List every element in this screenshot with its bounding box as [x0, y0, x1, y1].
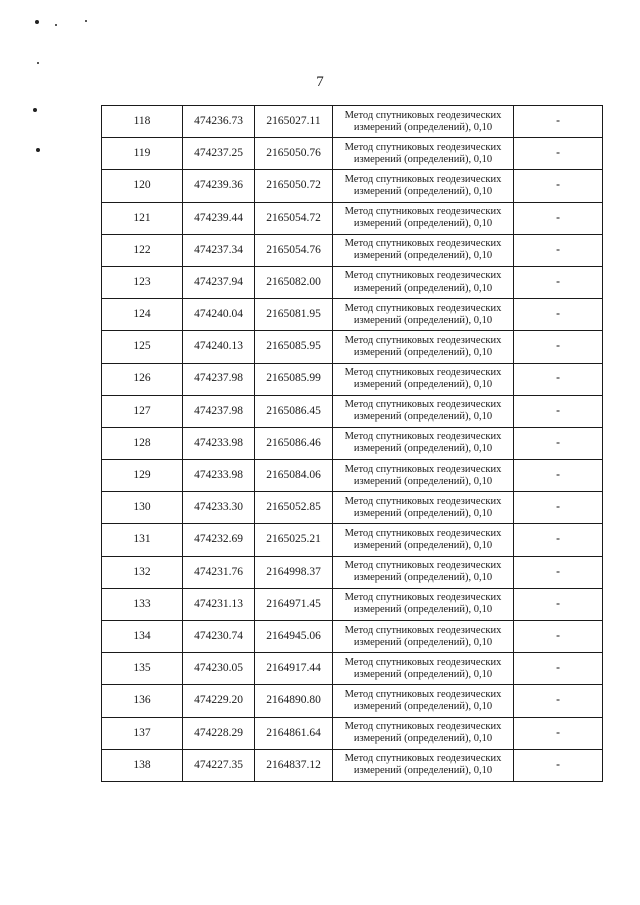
accuracy-cell: -: [514, 299, 603, 331]
method-line-1: Метод спутниковых геодезических: [344, 753, 502, 765]
method-line-1: Метод спутниковых геодезических: [344, 688, 502, 700]
point-number-cell: 138: [102, 749, 183, 781]
point-number-cell: 131: [102, 524, 183, 556]
method-line-1: Метод спутниковых геодезических: [344, 206, 502, 218]
method-line-2: измерений (определений), 0,10: [353, 250, 493, 262]
method-cell: [333, 363, 514, 395]
x-coordinate-cell: 474232.69: [183, 524, 255, 556]
x-coordinate-cell: 474239.36: [183, 170, 255, 202]
point-number-cell: 127: [102, 395, 183, 427]
point-number-cell: 136: [102, 685, 183, 717]
method-line-2: измерений (определений), 0,10: [353, 346, 493, 358]
x-coordinate-cell: 474230.05: [183, 653, 255, 685]
table-row: [102, 395, 603, 427]
method-cell: [333, 170, 514, 202]
y-coordinate-cell: 2165050.76: [255, 138, 333, 170]
method-line-2: измерений (определений), 0,10: [353, 572, 493, 584]
method-cell: [333, 138, 514, 170]
table-row: [102, 138, 603, 170]
point-number-cell: 124: [102, 299, 183, 331]
x-coordinate-cell: 474240.13: [183, 331, 255, 363]
scan-artifact: [36, 148, 40, 152]
accuracy-cell: -: [514, 331, 603, 363]
method-cell: [333, 234, 514, 266]
y-coordinate-cell: 2165086.45: [255, 395, 333, 427]
x-coordinate-cell: 474236.73: [183, 106, 255, 138]
method-line-1: Метод спутниковых геодезических: [344, 173, 502, 185]
accuracy-cell: -: [514, 138, 603, 170]
point-number-cell: 137: [102, 717, 183, 749]
method-line-2: измерений (определений), 0,10: [353, 282, 493, 294]
method-line-1: Метод спутниковых геодезических: [344, 302, 502, 314]
method-cell: [333, 202, 514, 234]
scan-artifact: [33, 108, 37, 112]
point-number-cell: 133: [102, 588, 183, 620]
y-coordinate-cell: 2164945.06: [255, 621, 333, 653]
method-line-2: измерений (определений), 0,10: [353, 379, 493, 391]
accuracy-cell: -: [514, 202, 603, 234]
y-coordinate-cell: 2165085.95: [255, 331, 333, 363]
x-coordinate-cell: 474228.29: [183, 717, 255, 749]
y-coordinate-cell: 2165054.72: [255, 202, 333, 234]
method-line-2: измерений (определений), 0,10: [353, 411, 493, 423]
method-cell: [333, 556, 514, 588]
point-number-cell: 121: [102, 202, 183, 234]
y-coordinate-cell: 2165027.11: [255, 106, 333, 138]
method-line-2: измерений (определений), 0,10: [353, 314, 493, 326]
accuracy-cell: -: [514, 363, 603, 395]
accuracy-cell: -: [514, 170, 603, 202]
x-coordinate-cell: 474237.98: [183, 395, 255, 427]
accuracy-cell: -: [514, 621, 603, 653]
x-coordinate-cell: 474237.25: [183, 138, 255, 170]
method-line-1: Метод спутниковых геодезических: [344, 560, 502, 572]
method-cell: [333, 717, 514, 749]
method-line-1: Метод спутниковых геодезических: [344, 334, 502, 346]
method-cell: [333, 588, 514, 620]
accuracy-cell: -: [514, 460, 603, 492]
table-row: [102, 588, 603, 620]
method-line-2: измерений (определений), 0,10: [353, 700, 493, 712]
table-row: [102, 106, 603, 138]
table-row: [102, 621, 603, 653]
table-row: [102, 266, 603, 298]
method-cell: [333, 427, 514, 459]
method-cell: [333, 299, 514, 331]
point-number-cell: 134: [102, 621, 183, 653]
y-coordinate-cell: 2164971.45: [255, 588, 333, 620]
method-line-1: Метод спутниковых геодезических: [344, 495, 502, 507]
table-row: [102, 202, 603, 234]
method-line-1: Метод спутниковых геодезических: [344, 656, 502, 668]
method-line-2: измерений (определений), 0,10: [353, 636, 493, 648]
accuracy-cell: -: [514, 427, 603, 459]
method-cell: [333, 621, 514, 653]
table-row: [102, 460, 603, 492]
table-row: [102, 556, 603, 588]
accuracy-cell: -: [514, 492, 603, 524]
table-row: [102, 427, 603, 459]
y-coordinate-cell: 2165084.06: [255, 460, 333, 492]
table-row: [102, 685, 603, 717]
accuracy-cell: -: [514, 266, 603, 298]
y-coordinate-cell: 2165086.46: [255, 427, 333, 459]
accuracy-cell: -: [514, 106, 603, 138]
method-cell: [333, 749, 514, 781]
method-cell: [333, 524, 514, 556]
x-coordinate-cell: 474233.30: [183, 492, 255, 524]
table-row: [102, 653, 603, 685]
method-cell: [333, 266, 514, 298]
accuracy-cell: -: [514, 556, 603, 588]
accuracy-cell: -: [514, 717, 603, 749]
method-line-1: Метод спутниковых геодезических: [344, 431, 502, 443]
accuracy-cell: -: [514, 653, 603, 685]
x-coordinate-cell: 474233.98: [183, 427, 255, 459]
accuracy-cell: -: [514, 685, 603, 717]
table-row: [102, 524, 603, 556]
point-number-cell: 130: [102, 492, 183, 524]
accuracy-cell: -: [514, 524, 603, 556]
table-row: [102, 299, 603, 331]
accuracy-cell: -: [514, 395, 603, 427]
x-coordinate-cell: 474231.13: [183, 588, 255, 620]
x-coordinate-cell: 474230.74: [183, 621, 255, 653]
x-coordinate-cell: 474233.98: [183, 460, 255, 492]
point-number-cell: 126: [102, 363, 183, 395]
coordinates-table-body: [102, 106, 603, 782]
method-line-1: Метод спутниковых геодезических: [344, 721, 502, 733]
scan-artifact: [55, 24, 57, 26]
method-line-1: Метод спутниковых геодезических: [344, 109, 502, 121]
method-cell: [333, 492, 514, 524]
method-line-2: измерений (определений), 0,10: [353, 218, 493, 230]
table-row: [102, 749, 603, 781]
point-number-cell: 118: [102, 106, 183, 138]
point-number-cell: 123: [102, 266, 183, 298]
x-coordinate-cell: 474231.76: [183, 556, 255, 588]
point-number-cell: 129: [102, 460, 183, 492]
table-row: [102, 170, 603, 202]
method-line-1: Метод спутниковых геодезических: [344, 624, 502, 636]
method-line-2: измерений (определений), 0,10: [353, 185, 493, 197]
method-cell: [333, 106, 514, 138]
method-line-2: измерений (определений), 0,10: [353, 443, 493, 455]
method-line-1: Метод спутниковых геодезических: [344, 399, 502, 411]
method-line-1: Метод спутниковых геодезических: [344, 238, 502, 250]
table-row: [102, 363, 603, 395]
scan-artifact: [35, 20, 39, 24]
x-coordinate-cell: 474229.20: [183, 685, 255, 717]
accuracy-cell: -: [514, 588, 603, 620]
method-line-2: измерений (определений), 0,10: [353, 604, 493, 616]
table-row: [102, 234, 603, 266]
point-number-cell: 128: [102, 427, 183, 459]
table-row: [102, 717, 603, 749]
method-line-2: измерений (определений), 0,10: [353, 540, 493, 552]
x-coordinate-cell: 474237.98: [183, 363, 255, 395]
point-number-cell: 132: [102, 556, 183, 588]
y-coordinate-cell: 2164837.12: [255, 749, 333, 781]
y-coordinate-cell: 2165054.76: [255, 234, 333, 266]
x-coordinate-cell: 474237.94: [183, 266, 255, 298]
accuracy-cell: -: [514, 749, 603, 781]
method-line-1: Метод спутниковых геодезических: [344, 270, 502, 282]
scan-artifact: [37, 62, 39, 64]
y-coordinate-cell: 2164861.64: [255, 717, 333, 749]
method-cell: [333, 460, 514, 492]
x-coordinate-cell: 474237.34: [183, 234, 255, 266]
method-line-1: Метод спутниковых геодезических: [344, 367, 502, 379]
y-coordinate-cell: 2165085.99: [255, 363, 333, 395]
method-cell: [333, 395, 514, 427]
x-coordinate-cell: 474239.44: [183, 202, 255, 234]
table-row: [102, 492, 603, 524]
point-number-cell: 125: [102, 331, 183, 363]
method-line-1: Метод спутниковых геодезических: [344, 141, 502, 153]
method-line-1: Метод спутниковых геодезических: [344, 592, 502, 604]
y-coordinate-cell: 2164917.44: [255, 653, 333, 685]
x-coordinate-cell: 474240.04: [183, 299, 255, 331]
y-coordinate-cell: 2165025.21: [255, 524, 333, 556]
method-line-1: Метод спутниковых геодезических: [344, 463, 502, 475]
method-line-2: измерений (определений), 0,10: [353, 475, 493, 487]
method-line-2: измерений (определений), 0,10: [353, 121, 493, 133]
method-line-2: измерений (определений), 0,10: [353, 507, 493, 519]
method-cell: [333, 331, 514, 363]
y-coordinate-cell: 2164998.37: [255, 556, 333, 588]
page-number: 7: [316, 74, 324, 90]
point-number-cell: 120: [102, 170, 183, 202]
coordinates-table: [101, 105, 603, 782]
y-coordinate-cell: 2165081.95: [255, 299, 333, 331]
y-coordinate-cell: 2165050.72: [255, 170, 333, 202]
method-cell: [333, 653, 514, 685]
scan-artifact: [85, 20, 87, 22]
y-coordinate-cell: 2165082.00: [255, 266, 333, 298]
method-line-2: измерений (определений), 0,10: [353, 153, 493, 165]
point-number-cell: 119: [102, 138, 183, 170]
y-coordinate-cell: 2164890.80: [255, 685, 333, 717]
method-cell: [333, 685, 514, 717]
method-line-2: измерений (определений), 0,10: [353, 733, 493, 745]
table-row: [102, 331, 603, 363]
accuracy-cell: -: [514, 234, 603, 266]
y-coordinate-cell: 2165052.85: [255, 492, 333, 524]
point-number-cell: 122: [102, 234, 183, 266]
method-line-1: Метод спутниковых геодезических: [344, 527, 502, 539]
method-line-2: измерений (определений), 0,10: [353, 765, 493, 777]
method-line-2: измерений (определений), 0,10: [353, 668, 493, 680]
x-coordinate-cell: 474227.35: [183, 749, 255, 781]
point-number-cell: 135: [102, 653, 183, 685]
